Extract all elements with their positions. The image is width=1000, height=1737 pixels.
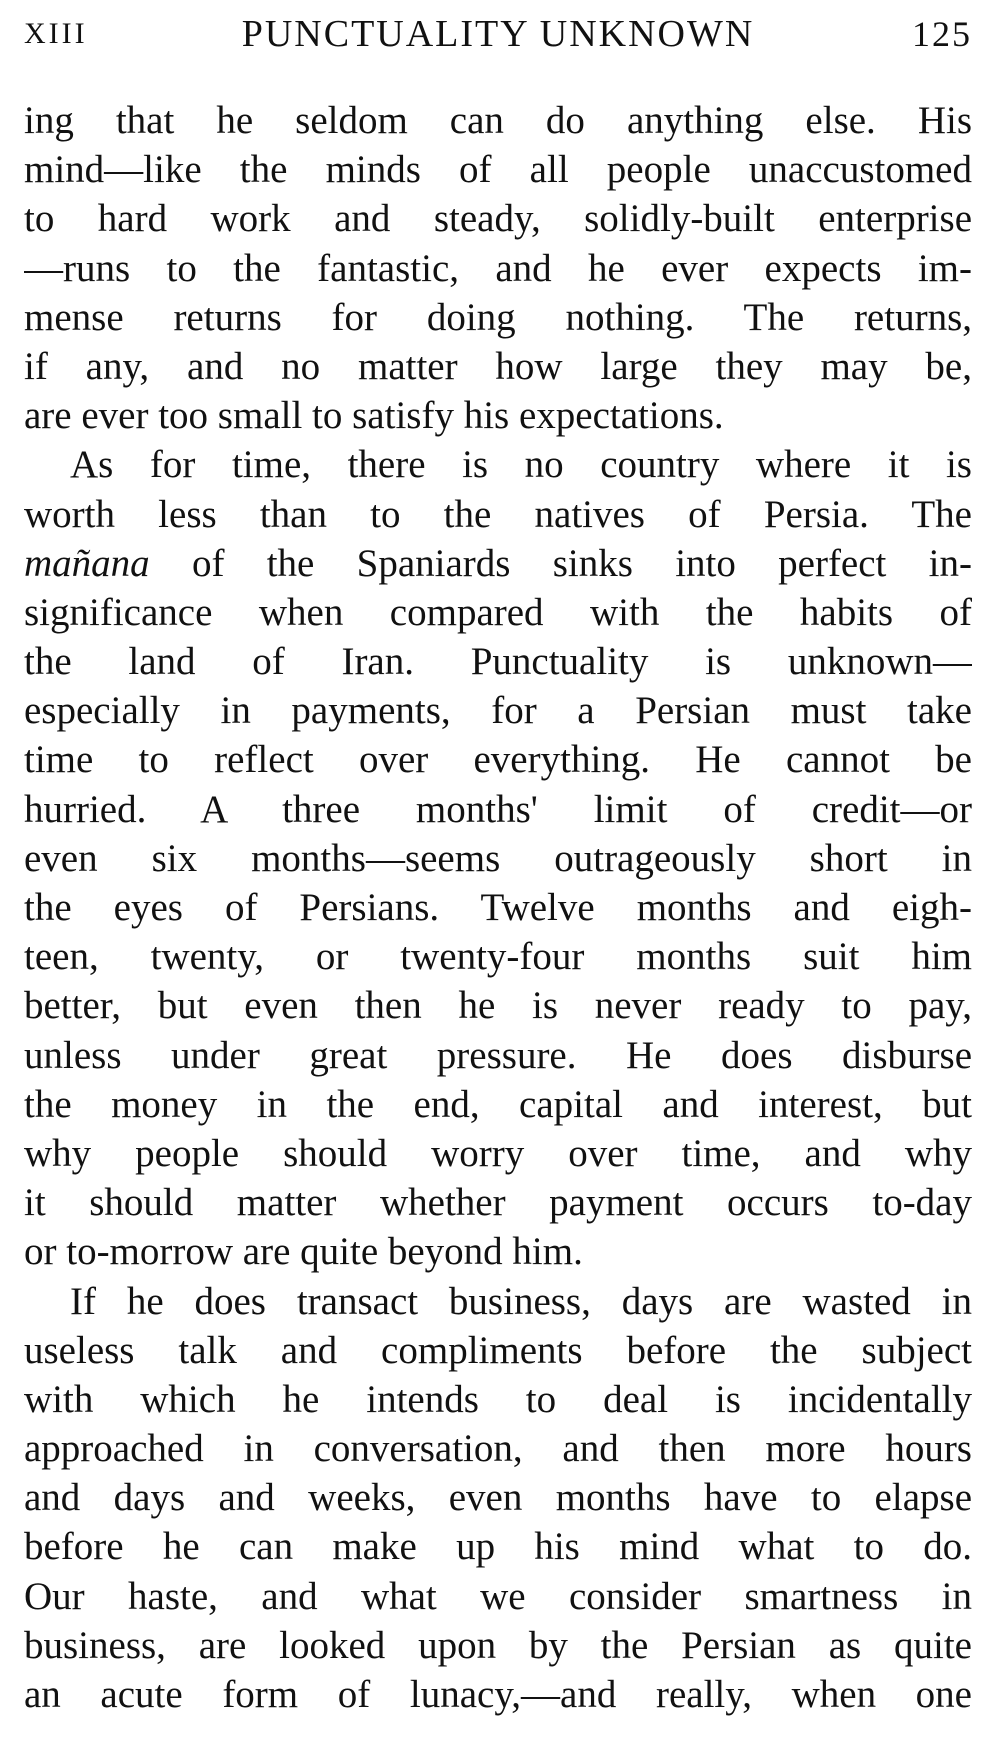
text-line: business, are looked upon by the Persian as quite [24, 1623, 972, 1667]
text-line: As for time, there is no country where it is [70, 443, 972, 487]
text-line: unless under great pressure. He does disburse [24, 1033, 972, 1077]
running-head [24, 4, 972, 64]
text-line: —runs to the fantastic, and he ever expects im- [24, 246, 972, 290]
text-line: significance when compared with the habits of [24, 590, 972, 634]
text-line: with which he intends to deal is incidentally [24, 1377, 972, 1421]
text-line: an acute form of lunacy,—and really, when one [24, 1673, 972, 1716]
text-line: or to-morrow are quite beyond him. [24, 1230, 583, 1274]
text-line: even six months—seems outrageously short in [24, 836, 972, 880]
text-line: to hard work and steady, solidly-built enterprise [24, 197, 972, 241]
text-line: approached in conversation, and then more hours [24, 1427, 972, 1471]
text-line: the land of Iran. Punctuality is unknown— [24, 640, 972, 684]
page-number: 125 [912, 14, 972, 54]
text-line: mense returns for doing nothing. The returns, [24, 295, 972, 339]
text-line: worth less than to the natives of Persia. The [24, 492, 972, 536]
text-line: the money in the end, capital and interest, but [24, 1082, 972, 1126]
text-line: Our haste, and what we consider smartness in [24, 1574, 972, 1618]
text-line: better, but even then he is never ready to pay, [24, 984, 972, 1028]
italic-word: mañana [24, 541, 150, 585]
running-title: PUNCTUALITY UNKNOWN [241, 13, 755, 55]
text-line: and days and weeks, even months have to elapse [24, 1476, 972, 1520]
body-text [24, 96, 972, 1719]
paragraph-3 [24, 1277, 972, 1720]
text-line: it should matter whether payment occurs to-day [24, 1181, 972, 1225]
text-line: if any, and no matter how large they may be, [24, 344, 972, 388]
text-line-with-italic [24, 539, 972, 588]
paragraph-2 [24, 440, 972, 1276]
text-line: are ever too small to satisfy his expectations. [24, 394, 724, 438]
text-line: useless talk and compliments before the subject [24, 1328, 972, 1372]
text-line: before he can make up his mind what to do. [24, 1525, 972, 1569]
text-line: mind—like the minds of all people unaccustomed [24, 148, 972, 192]
text-line: the eyes of Persians. Twelve months and eigh- [24, 886, 972, 929]
text-line: especially in payments, for a Persian must take [24, 689, 972, 733]
text-line: If he does transact business, days are wasted in [70, 1279, 972, 1323]
text-line-rest: of the Spaniards sinks into perfect in- [191, 541, 972, 585]
paragraph-1 [24, 96, 972, 440]
text-line: why people should worry over time, and why [24, 1131, 972, 1175]
text-line: time to reflect over everything. He cannot be [24, 738, 972, 782]
text-line: hurried. A three months' limit of credit—or [24, 787, 972, 831]
chapter-number: XIII [24, 17, 88, 50]
text-line: teen, twenty, or twenty-four months suit him [24, 935, 972, 979]
text-line: ing that he seldom can do anything else. His [24, 99, 972, 142]
